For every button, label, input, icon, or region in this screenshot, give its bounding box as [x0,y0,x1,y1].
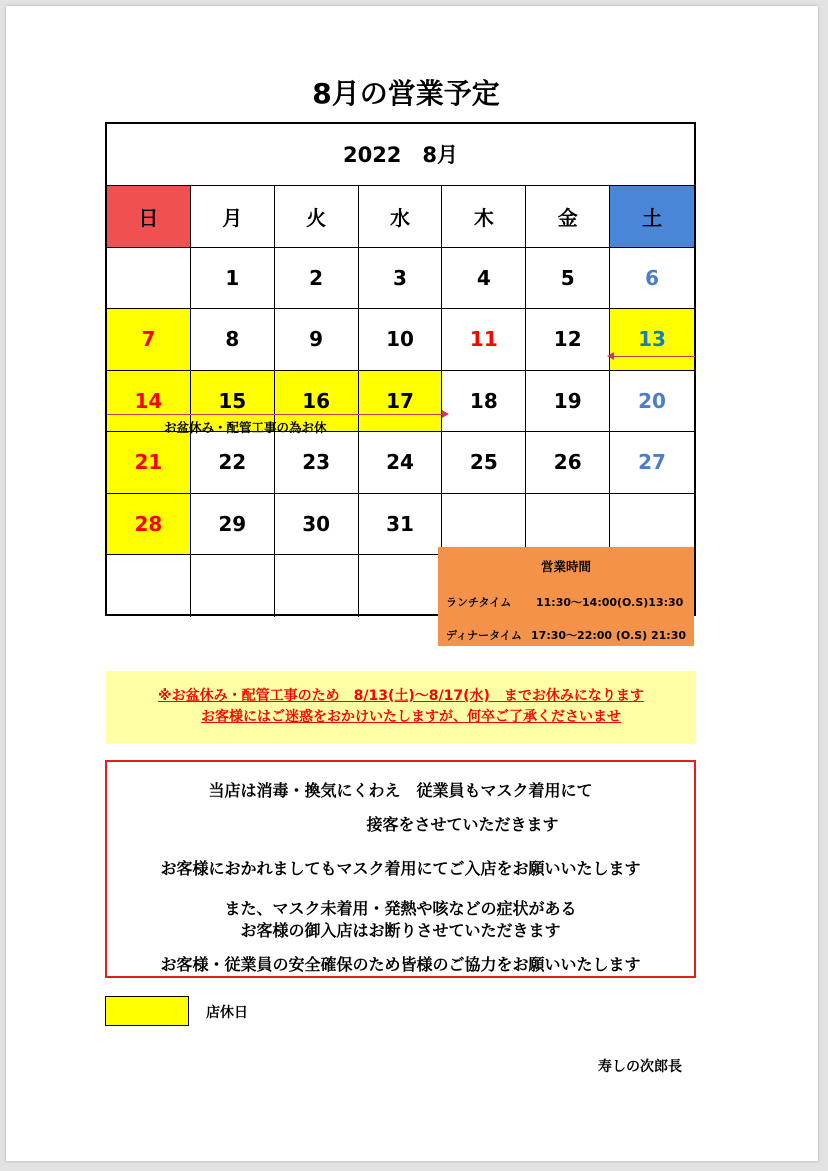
calendar-empty-cell [610,494,694,556]
lunch-time: 11:30～14:00(O.S)13:30 [536,596,684,609]
covid-notice [105,760,696,978]
calendar-day: 11 [442,309,526,371]
closure-arrow-13 [609,356,695,357]
weekday-mon: 月 [191,186,275,248]
document-page [6,6,818,1161]
weekday-tue: 火 [275,186,359,248]
calendar-day: 29 [191,494,275,556]
dinner-label: ディナータイム [446,629,522,642]
weekday-thu: 木 [442,186,526,248]
calendar-day: 15 [191,371,275,433]
closure-note: お盆休み・配管工事の為お休 [164,420,327,435]
calendar-day: 10 [359,309,443,371]
covid-line-2: 接客をさせていただきます [366,815,559,834]
calendar-day: 5 [526,248,610,310]
page-title: 8月の営業予定 [312,77,500,110]
calendar-empty-cell [191,555,275,617]
calendar-day: 28 [107,494,191,556]
weekday-sat: 土 [610,186,694,248]
calendar-day: 23 [275,432,359,494]
calendar-day: 7 [107,309,191,371]
calendar-empty-cell [526,494,610,556]
calendar-day: 1 [191,248,275,310]
calendar-day: 14 [107,371,191,433]
calendar-day: 9 [275,309,359,371]
calendar-day: 17 [359,371,443,433]
calendar-month-header: 2022 8月 [107,124,694,186]
calendar-empty-cell [107,248,191,310]
calendar-day: 27 [610,432,694,494]
weekday-wed: 水 [359,186,443,248]
holiday-notice [106,671,696,744]
lunch-row [446,594,686,610]
covid-line-6: お客様・従業員の安全確保のため皆様のご協力をお願いいたします [160,955,641,974]
legend-label: 店休日 [206,1005,248,1021]
calendar-day: 12 [526,309,610,371]
calendar-day: 19 [526,371,610,433]
weekday-fri: 金 [526,186,610,248]
lunch-label: ランチタイム [446,596,512,609]
calendar-day: 30 [275,494,359,556]
calendar-day: 6 [610,248,694,310]
calendar-day: 21 [107,432,191,494]
calendar-empty-cell [107,555,191,617]
hours-title: 営業時間 [540,559,591,574]
covid-line-5: お客様の御入店はお断りさせていただきます [240,921,561,940]
notice-line-1: ※お盆休み・配管工事のため 8/13(土)～8/17(水) までお休みになります [158,688,644,704]
business-hours-box [438,547,694,646]
covid-line-4: また、マスク未着用・発熱や咳などの症状がある [224,899,577,918]
weekday-sun: 日 [107,186,191,248]
shop-signature: 寿しの次郎長 [598,1059,682,1075]
legend-swatch [105,996,189,1026]
closure-arrow [107,414,447,415]
calendar-empty-cell [442,494,526,556]
calendar-day: 4 [442,248,526,310]
dinner-row [446,627,686,643]
covid-line-3: お客様におかれましてもマスク着用にてご入店をお願いいたします [160,859,641,878]
covid-line-1: 当店は消毒・換気にくわえ 従業員もマスク着用にて [208,781,593,800]
calendar-day: 16 [275,371,359,433]
calendar-day: 3 [359,248,443,310]
dinner-time: 17:30～22:00 (O.S) 21:30 [531,629,686,642]
calendar-day: 24 [359,432,443,494]
calendar [105,122,696,616]
notice-line-2: お客様にはご迷惑をおかけいたしますが、何卒ご了承くださいませ [201,709,621,725]
calendar-empty-cell [275,555,359,617]
calendar-day: 18 [442,371,526,433]
calendar-day: 13 [610,309,694,371]
calendar-day: 31 [359,494,443,556]
calendar-empty-cell [359,555,443,617]
calendar-day: 22 [191,432,275,494]
calendar-day: 20 [610,371,694,433]
calendar-day: 25 [442,432,526,494]
calendar-day: 8 [191,309,275,371]
calendar-day: 26 [526,432,610,494]
calendar-day: 2 [275,248,359,310]
